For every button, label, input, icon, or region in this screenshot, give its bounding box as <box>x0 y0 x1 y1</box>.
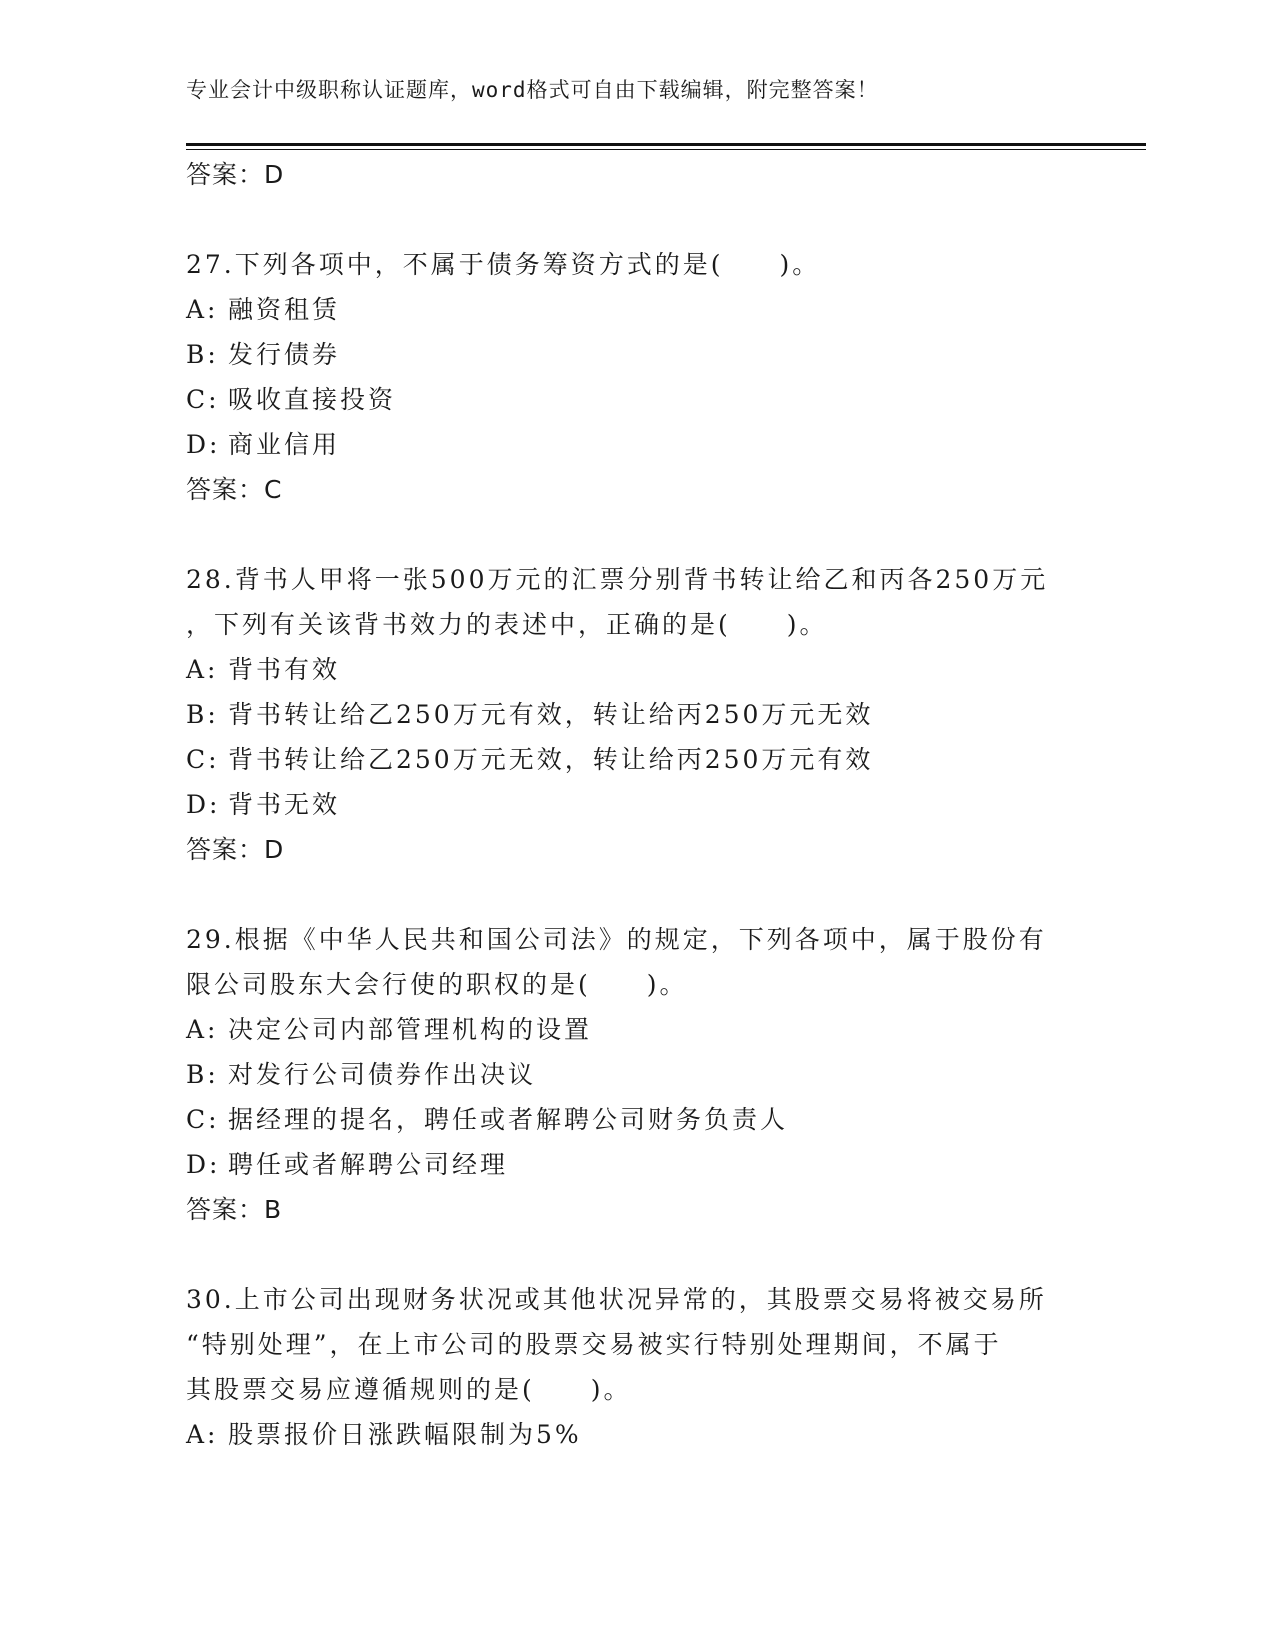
option-letter: B: <box>186 700 219 729</box>
option-b <box>186 332 1086 377</box>
question-block <box>186 557 1086 872</box>
option-letter: A: <box>186 655 219 684</box>
answer-line: 答案：C <box>186 475 283 504</box>
option-text: 背书转让给乙250万元有效，转让给丙250万元无效 <box>228 700 874 729</box>
option-text: 聘任或者解聘公司经理 <box>228 1150 509 1179</box>
spacer <box>186 512 1086 557</box>
option-letter: C: <box>186 385 220 414</box>
option-c <box>186 1097 1086 1142</box>
option-letter: D: <box>186 790 221 819</box>
question-stem: 27.下列各项中，不属于债务筹资方式的是( )。 <box>186 250 821 279</box>
option-text: 背书转让给乙250万元无效，转让给丙250万元有效 <box>228 745 874 774</box>
question-content <box>186 152 1086 1457</box>
question-block <box>186 242 1086 512</box>
spacer <box>186 1232 1086 1277</box>
question-block <box>186 1277 1086 1457</box>
option-letter: B: <box>186 340 219 369</box>
option-text: 据经理的提名，聘任或者解聘公司财务负责人 <box>228 1105 789 1134</box>
spacer <box>186 872 1086 917</box>
option-a <box>186 1007 1086 1052</box>
option-a <box>186 1412 1086 1457</box>
answer-line: 答案：D <box>186 160 285 189</box>
option-letter: A: <box>186 295 219 324</box>
option-a <box>186 287 1086 332</box>
option-d <box>186 1142 1086 1187</box>
option-text: 背书无效 <box>228 790 341 819</box>
option-d <box>186 422 1086 467</box>
option-letter: A: <box>186 1015 219 1044</box>
option-text: 对发行公司债券作出决议 <box>228 1060 537 1089</box>
option-b <box>186 692 1086 737</box>
option-letter: D: <box>186 430 221 459</box>
question-stem: 28.背书人甲将一张500万元的汇票分别背书转让给乙和丙各250万元 ，下列有关该背书效力的表述中，正确的是( )。 <box>186 565 1049 639</box>
option-text: 股票报价日涨跌幅限制为5% <box>228 1420 582 1449</box>
option-text: 商业信用 <box>228 430 341 459</box>
option-c <box>186 737 1086 782</box>
option-letter: C: <box>186 745 220 774</box>
option-text: 决定公司内部管理机构的设置 <box>228 1015 593 1044</box>
answer-line: 答案：D <box>186 835 285 864</box>
question-stem: 30.上市公司出现财务状况或其他状况异常的，其股票交易将被交易所 “特别处理”，在上市公司的股票交易被实行特别处理期间，不属于 其股票交易应遵循规则的是( )。 <box>186 1285 1047 1404</box>
header-divider-thin <box>186 149 1146 150</box>
option-text: 发行债券 <box>228 340 341 369</box>
question-stem: 29.根据《中华人民共和国公司法》的规定，下列各项中，属于股份有 限公司股东大会行使的职权的是( )。 <box>186 925 1047 999</box>
option-d <box>186 782 1086 827</box>
option-c <box>186 377 1086 422</box>
question-block <box>186 917 1086 1232</box>
answer-line: 答案：B <box>186 1195 283 1224</box>
option-text: 背书有效 <box>228 655 341 684</box>
page-header: 专业会计中级职称认证题库，word格式可自由下载编辑，附完整答案！ <box>186 78 879 102</box>
option-a <box>186 647 1086 692</box>
option-letter: B: <box>186 1060 219 1089</box>
option-text: 融资租赁 <box>228 295 341 324</box>
option-letter: D: <box>186 1150 221 1179</box>
option-text: 吸收直接投资 <box>228 385 397 414</box>
option-letter: A: <box>186 1420 219 1449</box>
header-divider <box>186 143 1146 146</box>
option-letter: C: <box>186 1105 220 1134</box>
option-b <box>186 1052 1086 1097</box>
spacer <box>186 197 1086 242</box>
